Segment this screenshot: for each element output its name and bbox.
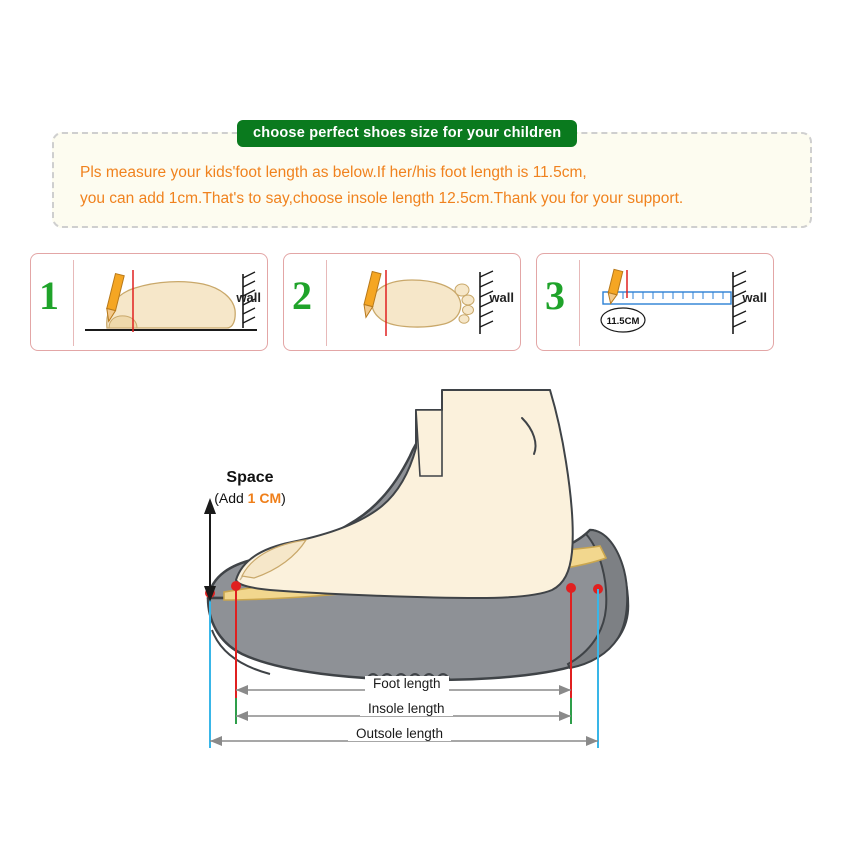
space-callout-title: Space bbox=[226, 469, 274, 486]
measure-label-foot-length: Foot length bbox=[365, 676, 449, 691]
banner-instructions-line-1: Pls measure your kids'foot length as below.If her/his foot length is 11.5cm, bbox=[80, 164, 587, 181]
space-callout-suffix: ) bbox=[281, 490, 286, 506]
step-number-3: 3 bbox=[545, 273, 565, 318]
space-callout bbox=[180, 468, 320, 508]
wall-label-2: wall bbox=[489, 290, 514, 305]
banner-instructions-line-2: you can add 1cm.That's to say,choose insole length 12.5cm.Thank you for your support. bbox=[80, 190, 684, 207]
shoe-fit-illustration bbox=[120, 380, 760, 780]
step-panel-2 bbox=[283, 253, 521, 351]
banner-instructions bbox=[80, 160, 786, 212]
wall-label-3: wall bbox=[742, 290, 767, 305]
space-callout-sub bbox=[180, 488, 320, 508]
shoe-fit-diagram bbox=[120, 380, 760, 780]
step-divider-3 bbox=[579, 260, 580, 346]
step-divider-1 bbox=[73, 260, 74, 346]
wall-label-1: wall bbox=[236, 290, 261, 305]
step-panel-1 bbox=[30, 253, 268, 351]
size-guide-banner bbox=[52, 120, 812, 230]
svg-text:11.5CM: 11.5CM bbox=[606, 316, 640, 327]
step-number-1: 1 bbox=[39, 273, 59, 318]
measure-label-insole-length: Insole length bbox=[360, 701, 453, 716]
space-callout-prefix: (Add bbox=[214, 490, 248, 506]
step-divider-2 bbox=[326, 260, 327, 346]
banner-title: choose perfect shoes size for your children bbox=[237, 120, 577, 147]
space-callout-value: 1 CM bbox=[247, 490, 282, 506]
measurement-steps bbox=[30, 253, 774, 353]
step-number-2: 2 bbox=[292, 273, 312, 318]
measure-label-outsole-length: Outsole length bbox=[348, 726, 451, 741]
step-panel-3 bbox=[536, 253, 774, 351]
